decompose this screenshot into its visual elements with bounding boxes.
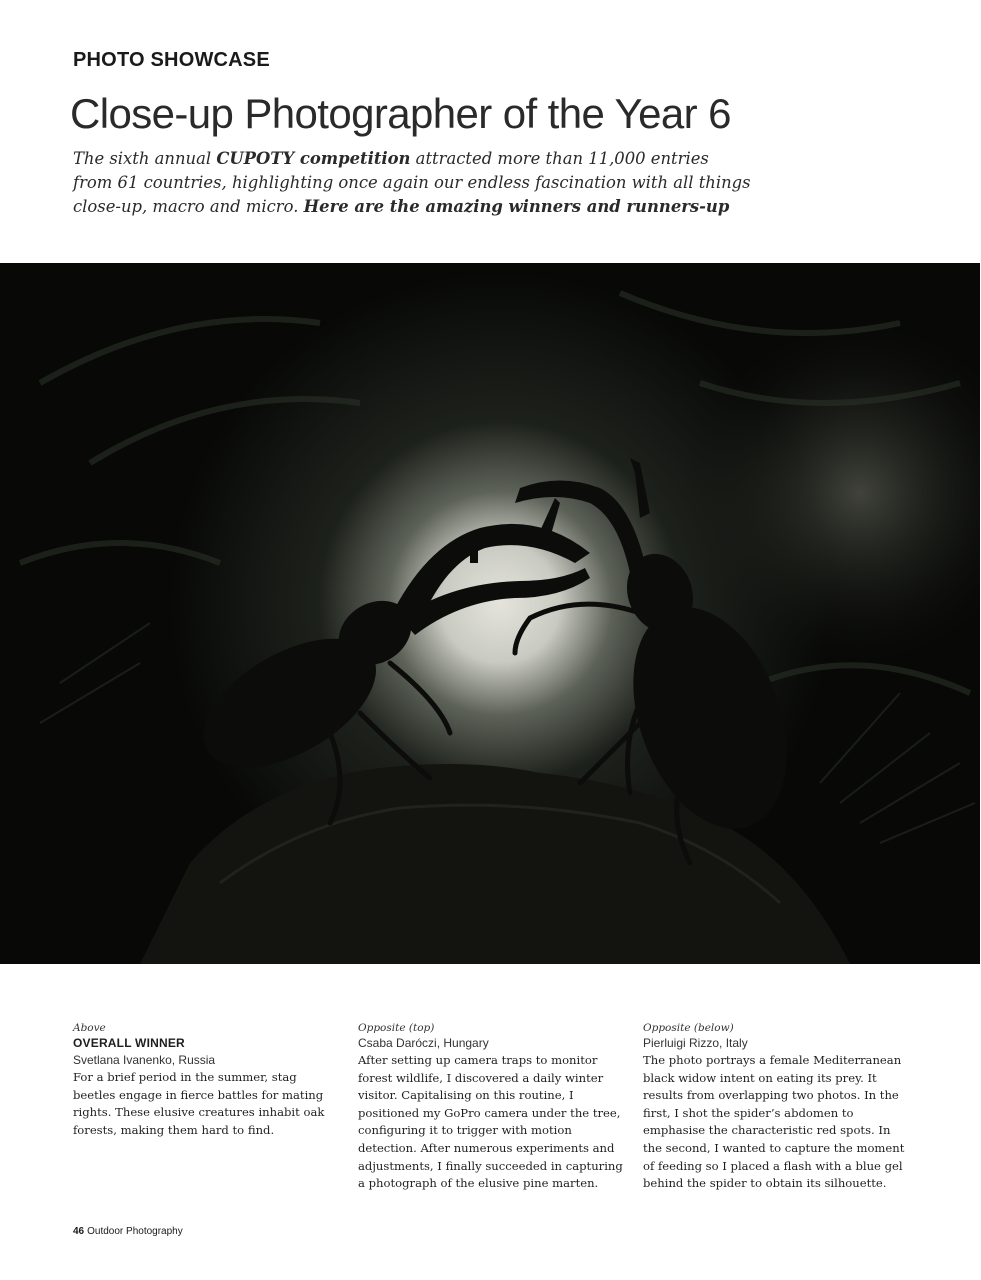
standfirst-bold-1: CUPOTY competition <box>216 149 411 168</box>
page-title: Close-up Photographer of the Year 6 <box>70 90 731 137</box>
caption-ref: Opposite (top) <box>358 1022 435 1034</box>
standfirst <box>73 147 753 219</box>
publication-name: Outdoor Photography <box>87 1226 183 1237</box>
caption-award: OVERALL WINNER <box>73 1036 185 1050</box>
caption-opposite-below <box>643 1021 911 1193</box>
caption-opposite-top <box>358 1021 628 1193</box>
caption-ref: Opposite (below) <box>643 1022 734 1034</box>
caption-credit: Pierluigi Rizzo, Italy <box>643 1036 748 1050</box>
caption-credit: Csaba Daróczi, Hungary <box>358 1036 489 1050</box>
stag-beetles-photo <box>0 263 980 964</box>
caption-above <box>73 1021 335 1139</box>
caption-ref: Above <box>73 1022 106 1034</box>
caption-body: For a brief period in the summer, stag beetles engage in fierce battles for mating rights. These elusive creatures inhabit oak forests, making them hard to find. <box>73 1070 325 1137</box>
page-footer <box>73 1226 183 1237</box>
section-label: PHOTO SHOWCASE <box>73 49 270 71</box>
standfirst-text-1: The sixth annual <box>73 149 217 168</box>
caption-body: The photo portrays a female Mediterranean black widow intent on eating its prey. It results from overlapping two photos. In the first, I shot the spider’s abdomen to emphasise the characteristic red spots. In the second, I wanted to capture the moment of feeding so I placed a flash with a blue gel behind the spider to obtain its silhouette. <box>643 1053 905 1191</box>
standfirst-bold-2: Here are the amazing winners and runners-up <box>303 197 730 216</box>
page-number: 46 <box>73 1226 85 1237</box>
caption-credit: Svetlana Ivanenko, Russia <box>73 1053 216 1067</box>
caption-body: After setting up camera traps to monitor forest wildlife, I discovered a daily winter visitor. Capitalising on this routine, I positioned my GoPro camera under the tree, configuring it to trigger with motion detection. After numerous experiments and adjustments, I finally succeeded in capturing a photograph of the elusive pine marten. <box>358 1053 623 1191</box>
photo-illustration <box>0 263 980 964</box>
standfirst-text-2: attracted more than 11,000 entries from 61 countries, highlighting once again our endless fascination with all things close-up, macro and micro. <box>73 149 751 216</box>
